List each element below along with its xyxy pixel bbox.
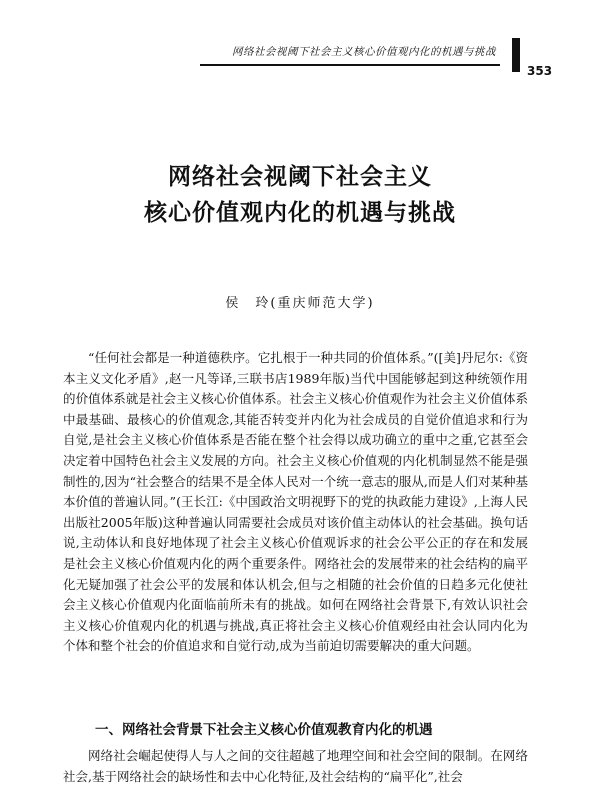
header-rule	[200, 64, 500, 66]
author-affiliation: 侯 玲(重庆师范大学)	[225, 296, 375, 311]
header-black-bar	[512, 38, 520, 72]
page-number: 353	[527, 64, 553, 78]
article-title-line-2: 核心价值观内化的机遇与挑战	[144, 200, 456, 226]
body-paragraph-2: 网络社会崛起使得人与人之间的交往超越了地理空间和社会空间的限制。在网络社会,基于网络社会的缺场性和去中心化特征,及社会结构的“扁平化”,社会	[63, 748, 528, 784]
running-head-title: 网络社会视阈下社会主义核心价值观内化的机遇与挑战	[232, 46, 496, 58]
body-paragraph-1: “任何社会都是一种道德秩序。它扎根于一种共同的价值体系。”([美]丹尼尔:《资本主义文化矛盾》,赵一凡等译,三联书店1989年版)当代中国能够起到这种统领作用的价值体系就是社会主义核心价值体系。社会主义核心价值观作为社会主义价值体系中最基础、最核心的价值观念,其能否转变并内化为社会成员的自觉价值追求和行为自觉,是社会主义核心价值体系是否能在整个社会得以成功确立的重中之重,它甚至会决定着中国特色社会主义发展的方向。社会主义核心价值观的内化机制显然不能是强制性的,因为“社会整合的结果不是全体人民对一个统一意志的服从,而是人们对某种基本价值的普遍认同。”(王长江:《中国政治文明视野下的党的执政能力建设》,上海人民出版社2005年版)这种普遍认同需要社会成员对该价值主动体认的社会基础。换句话说,主动体认和良好地体现了社会主义核心价值观诉求的社会公平公正的存在和发展是社会主义核心价值观内化的两个重要条件。网络社会的发展带来的社会结构的扁平化无疑加强了社会公平的发展和体认机会,但与之相随的社会价值的日趋多元化使社会主义核心价值观内化面临前所未有的挑战。如何在网络社会背景下,有效认识社会主义核心价值观内化的机遇与挑战,真正将社会主义核心价值观经由社会认同内化为个体和整个社会的价值追求和自觉行动,成为当前迫切需要解决的重大问题。	[63, 350, 528, 654]
section-heading-1: 一、网络社会背景下社会主义核心价值观教育内化的机遇	[95, 722, 433, 738]
article-title-line-1: 网络社会视阈下社会主义	[168, 164, 432, 190]
